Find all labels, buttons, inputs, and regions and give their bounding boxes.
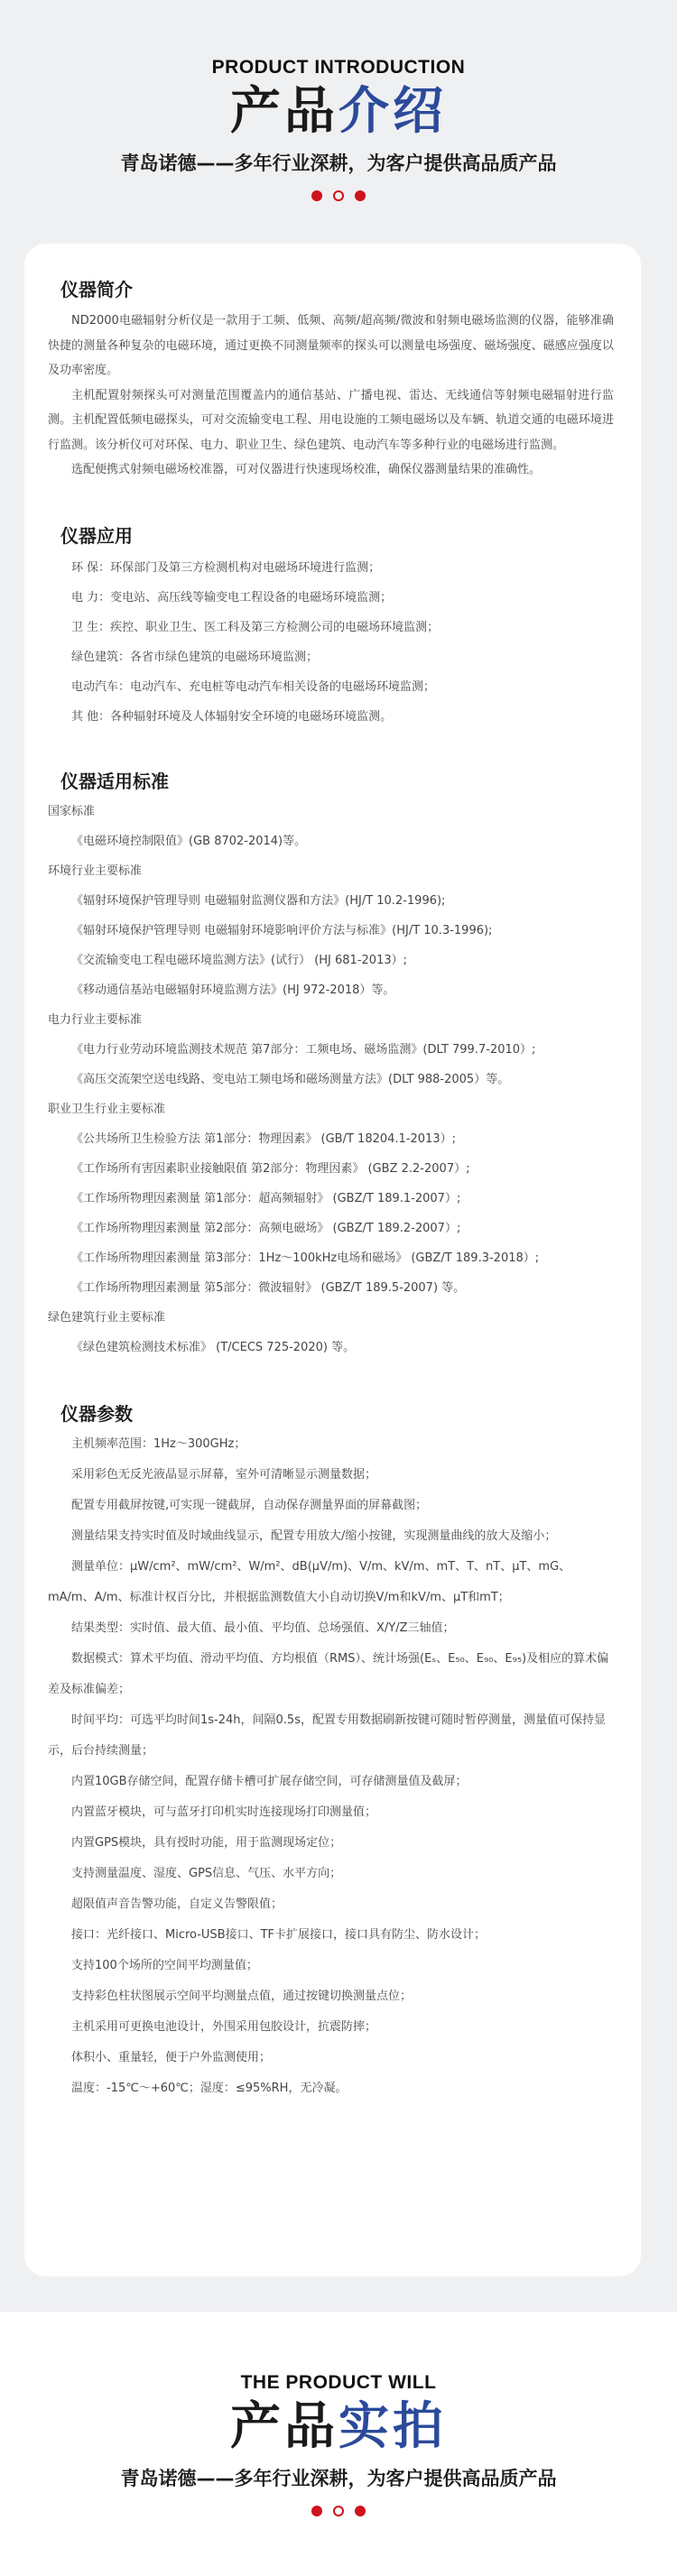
param-item: 内置蓝牙模块，可与蓝牙打印机实时连接现场打印测量值； — [71, 1805, 377, 1819]
standard-item: 《交流输变电工程电磁环境监测方法》(试行） (HJ 681-2013）; — [71, 953, 407, 967]
header-cn-title-dark: 产品 — [230, 82, 338, 141]
standard-item: 《电磁环境控制限值》(GB 8702-2014)等。 — [71, 834, 307, 848]
application-item: 卫 生：疾控、职业卫生、医工科及第三方检测公司的电磁场环境监测； — [71, 620, 440, 634]
param-item: 数据模式：算术平均值、滑动平均值、方均根值（RMS）、统计场强(Eₛ、E₅₀、E₉₀、E₉₅)及相应的算术偏差及标准偏差； — [48, 1651, 609, 1696]
standard-item: 《工作场所物理因素测量 第3部分：1Hz～100kHz电场和磁场》 (GBZ/T 189.3-2018）; — [71, 1251, 540, 1265]
footer-cn-title-dark: 产品 — [230, 2397, 338, 2456]
param-item: 接口：光纤接口、Micro-USB接口、TF卡扩展接口，接口具有防尘、防水设计； — [71, 1927, 487, 1942]
application-item: 环 保：环保部门及第三方检测机构对电磁场环境进行监测； — [71, 560, 381, 575]
standards-list — [48, 797, 614, 1362]
params-list — [48, 1429, 614, 2104]
standards-group-heading: 电力行业主要标准 — [48, 1012, 143, 1027]
ring-dot-icon — [333, 2506, 344, 2516]
param-item: 时间平均：可选平均时间1s-24h，间隔0.5s，配置专用数据刷新按键可随时暂停测量，测量值可保持显示，后台持续测量； — [48, 1713, 606, 1758]
standards-group-heading: 职业卫生行业主要标准 — [48, 1102, 166, 1116]
header-cn-title — [0, 81, 677, 143]
param-item: 内置10GB存储空间，配置存储卡槽可扩展存储空间，可存储测量值及截屏； — [71, 1774, 468, 1788]
param-item: 配置专用截屏按键,可实现一键截屏，自动保存测量界面的屏幕截图； — [71, 1498, 428, 1512]
section-header-photos — [0, 2371, 677, 2514]
intro-title: 仪器简介 — [60, 279, 133, 300]
param-item: 测量单位：μW/cm²、mW/cm²、W/m²、dB(μV/m)、V/m、kV/m、mT、T、nT、μT、mG、mA/m、A/m、标准计权百分比，并根据监测数值大小自动切换V/m和kV/m、μT和mT； — [48, 1559, 571, 1604]
param-item: 采用彩色无反光液晶显示屏幕，室外可清晰显示测量数据； — [71, 1467, 377, 1482]
param-item: 测量结果支持实时值及时域曲线显示，配置专用放大/缩小按键，实现测量曲线的放大及缩小； — [71, 1528, 557, 1543]
application-item: 其 他：各种辐射环境及人体辐射安全环境的电磁场环境监测。 — [71, 709, 393, 724]
standard-item: 《工作场所有害因素职业接触限值 第2部分：物理因素》 (GBZ 2.2-2007）; — [71, 1161, 470, 1176]
footer-en-title: THE PRODUCT WILL — [240, 2372, 437, 2393]
application-list — [60, 553, 614, 732]
header-subtitle: 青岛诺德——多年行业深耕，为客户提供高品质产品 — [120, 152, 557, 174]
header-dots — [0, 186, 677, 199]
param-item: 体积小、重量轻，便于户外监测使用； — [71, 2050, 272, 2064]
standard-item: 《公共场所卫生检验方法 第1部分：物理因素》 (GB/T 18204.1-2013）; — [71, 1131, 456, 1146]
param-item: 内置GPS模块，具有授时功能，用于监测现场定位； — [71, 1835, 342, 1850]
param-item: 主机频率范围：1Hz～300GHz； — [71, 1436, 246, 1451]
header-cn-title-blue: 介绍 — [338, 82, 447, 141]
standards-title: 仪器适用标准 — [60, 770, 169, 792]
dot-icon — [311, 2506, 322, 2516]
content-card — [24, 244, 641, 2276]
intro-paragraph: 选配便携式射频电磁场校准器，可对仪器进行快速现场校准，确保仪器测量结果的准确性。 — [71, 463, 542, 476]
photo-section — [0, 2312, 677, 2576]
param-item: 支持100个场所的空间平均测量值； — [71, 1958, 258, 1972]
intro-body — [48, 309, 614, 483]
application-title: 仪器应用 — [60, 524, 133, 547]
footer-cn-title-blue: 实拍 — [338, 2397, 447, 2456]
footer-subtitle: 青岛诺德——多年行业深耕，为客户提供高品质产品 — [120, 2468, 557, 2489]
footer-dots — [0, 2501, 677, 2514]
standard-item: 《工作场所物理因素测量 第1部分：超高频辐射》 (GBZ/T 189.1-2007）; — [71, 1191, 461, 1205]
dot-icon — [355, 2506, 366, 2516]
standard-item: 《绿色建筑检测技术标准》 (T/CECS 725-2020) 等。 — [71, 1340, 356, 1354]
standard-item: 《移动通信基站电磁辐射环境监测方法》(HJ 972-2018）等。 — [71, 983, 395, 997]
params-title: 仪器参数 — [60, 1402, 133, 1425]
standard-item: 《辐射环境保护管理导则 电磁辐射监测仪器和方法》(HJ/T 10.2-1996); — [71, 893, 446, 908]
application-item: 电动汽车：电动汽车、充电桩等电动汽车相关设备的电磁场环境监测； — [71, 679, 436, 694]
footer-cn-title — [0, 2396, 677, 2458]
param-item: 温度：-15℃～+60℃；湿度：≤95%RH，无冷凝。 — [71, 2081, 348, 2095]
standard-item: 《电力行业劳动环境监测技术规范 第7部分：工频电场、磁场监测》(DLT 799.7-2010）; — [71, 1042, 536, 1057]
standard-item: 《工作场所物理因素测量 第2部分：高频电磁场》 (GBZ/T 189.2-2007）; — [71, 1221, 461, 1235]
param-item: 主机采用可更换电池设计，外围采用包胶设计，抗震防摔； — [71, 2019, 377, 2034]
standard-item: 《高压交流架空送电线路、变电站工频电场和磁场测量方法》(DLT 988-2005）等。 — [71, 1072, 510, 1086]
param-item: 结果类型：实时值、最大值、最小值、平均值、总场强值、X/Y/Z三轴值； — [71, 1620, 455, 1635]
intro-paragraph: 主机配置射频探头可对测量范围覆盖内的通信基站、广播电视、雷达、无线通信等射频电磁辐射进行监测。主机配置低频电磁探头，可对交流输变电工程、用电设施的工频电磁场以及车辆、轨道交通的电磁环境进行监测。该分析仪可对环保、电力、职业卫生、绿色建筑、电动汽车等多种行业的电磁场进行监测。 — [48, 388, 614, 452]
standards-group-heading: 国家标准 — [48, 804, 96, 818]
param-item: 支持彩色柱状图展示空间平均测量点值，通过按键切换测量点位； — [71, 1989, 413, 2003]
section-header-intro — [0, 56, 677, 199]
standard-item: 《工作场所物理因素测量 第5部分：微波辐射》 (GBZ/T 189.5-2007) 等。 — [71, 1280, 466, 1295]
standards-group-heading: 环境行业主要标准 — [48, 863, 143, 878]
application-item: 绿色建筑：各省市绿色建筑的电磁场环境监测； — [71, 650, 319, 664]
param-item: 支持测量温度、湿度、GPS信息、气压、水平方向； — [71, 1866, 342, 1880]
ring-dot-icon — [333, 190, 344, 201]
standards-group-heading: 绿色建筑行业主要标准 — [48, 1310, 166, 1325]
standard-item: 《辐射环境保护管理导则 电磁辐射环境影响评价方法与标准》(HJ/T 10.3-1996); — [71, 923, 493, 937]
dot-icon — [355, 190, 366, 201]
param-item: 超限值声音告警功能，自定义告警限值； — [71, 1897, 283, 1911]
intro-paragraph: ND2000电磁辐射分析仪是一款用于工频、低频、高频/超高频/微波和射频电磁场监测的仪器，能够准确快捷的测量各种复杂的电磁环境，通过更换不同测量频率的探头可以测量电场强度、磁场强度、磁感应强度以及功率密度。 — [48, 314, 614, 377]
dot-icon — [311, 190, 322, 201]
header-en-title: PRODUCT INTRODUCTION — [211, 57, 466, 78]
application-item: 电 力：变电站、高压线等输变电工程设备的电磁场环境监测； — [71, 590, 393, 605]
